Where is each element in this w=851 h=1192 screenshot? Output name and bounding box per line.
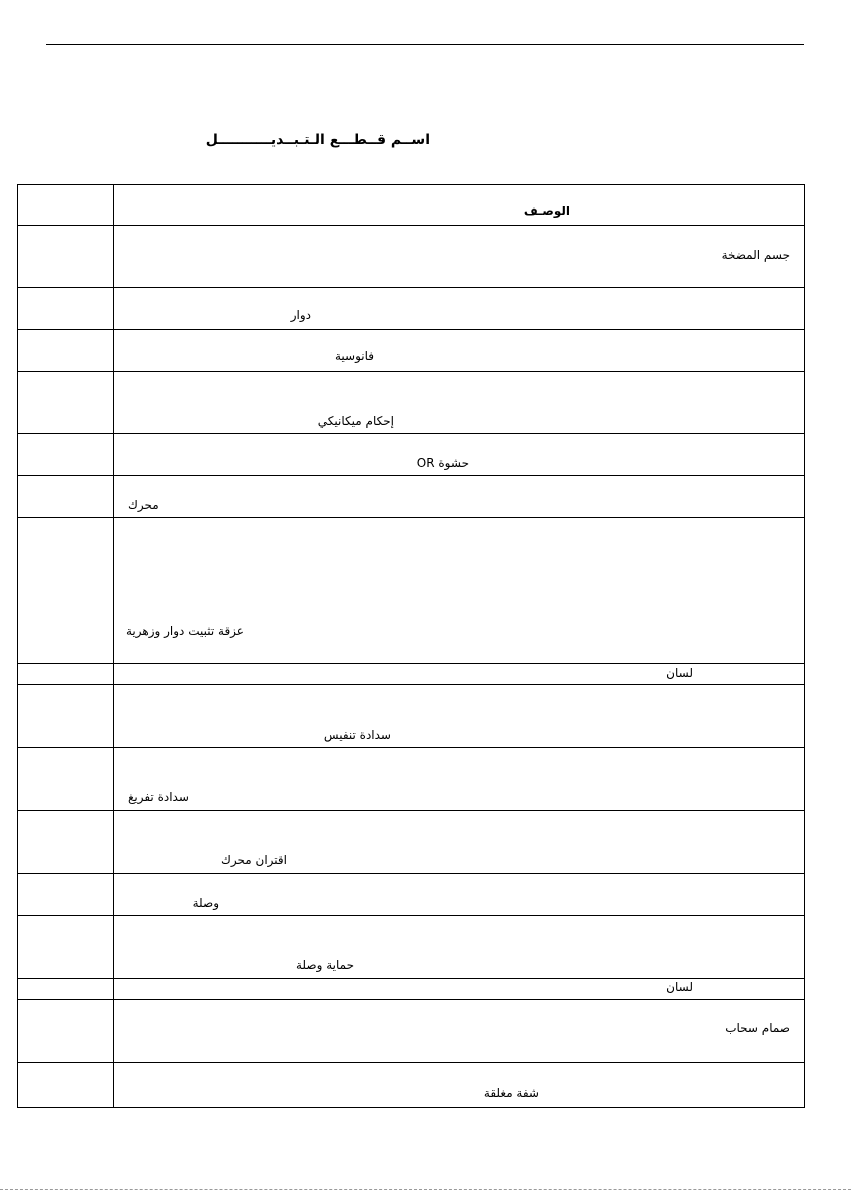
row-number-cell: [18, 874, 114, 916]
row-description: سدادة تفريغ: [128, 790, 189, 804]
row-description-cell: [114, 811, 805, 874]
row-number-cell: [18, 664, 114, 685]
table-row: [18, 811, 805, 874]
row-description-cell: [114, 664, 805, 685]
row-number-cell: [18, 226, 114, 288]
table-row: [18, 979, 805, 1000]
row-number-cell: [18, 434, 114, 476]
row-description: إحكام ميكانيكي: [317, 414, 394, 428]
row-description-cell: [114, 979, 805, 1000]
row-description: محرك: [128, 498, 159, 512]
table-row: [18, 288, 805, 330]
row-description-cell: [114, 226, 805, 288]
row-description: دوار: [290, 308, 311, 322]
row-description-cell: [114, 372, 805, 434]
table-row: [18, 664, 805, 685]
row-description: سدادة تنفيس: [323, 728, 391, 742]
row-number-cell: [18, 748, 114, 811]
row-description-cell: [114, 685, 805, 748]
table-row: [18, 874, 805, 916]
row-number-cell: [18, 811, 114, 874]
table-row: [18, 916, 805, 979]
row-description: لسان: [666, 980, 693, 994]
header-description-cell: [114, 185, 805, 226]
row-number-cell: [18, 916, 114, 979]
row-number-cell: [18, 372, 114, 434]
row-description-cell: [114, 748, 805, 811]
row-number-cell: [18, 476, 114, 518]
row-description-cell: [114, 330, 805, 372]
parts-table: [17, 184, 805, 1108]
row-number-cell: [18, 685, 114, 748]
row-number-cell: [18, 1000, 114, 1063]
row-description: وصلة: [192, 896, 219, 910]
table-row: [18, 434, 805, 476]
row-description: عزقة تثبيت دوار وزهرية: [126, 624, 244, 638]
table-row: [18, 518, 805, 664]
table-row: [18, 226, 805, 288]
row-description-cell: [114, 916, 805, 979]
row-description: لسان: [666, 666, 693, 680]
row-description: فانوسية: [334, 349, 374, 363]
row-number-cell: [18, 330, 114, 372]
page-bottom-divider: [0, 1189, 851, 1190]
row-description-cell: [114, 434, 805, 476]
header-number-cell: [18, 185, 114, 226]
row-number-cell: [18, 288, 114, 330]
row-description: صمام سحاب: [725, 1021, 790, 1035]
row-number-cell: [18, 1063, 114, 1108]
row-description-cell: [114, 288, 805, 330]
row-description: حشوة OR: [416, 456, 469, 470]
row-description: اقتران محرك: [221, 853, 287, 867]
row-number-cell: [18, 979, 114, 1000]
row-description: جسم المضخة: [721, 248, 790, 262]
row-description: شفة مغلقة: [483, 1086, 539, 1100]
row-description: حماية وصلة: [296, 958, 354, 972]
row-description-cell: [114, 1000, 805, 1063]
row-description-cell: [114, 1063, 805, 1108]
table-row: [18, 685, 805, 748]
table-row: [18, 748, 805, 811]
table-row: [18, 372, 805, 434]
top-rule: [46, 44, 804, 45]
table-row: [18, 1063, 805, 1108]
row-description-cell: [114, 518, 805, 664]
table-row: [18, 330, 805, 372]
row-description-cell: [114, 476, 805, 518]
table-header-row: [18, 185, 805, 226]
table-row: [18, 1000, 805, 1063]
page-title: اســم قــطـــع الـتـبــديـــــــــــل: [205, 132, 430, 148]
header-description-label: الوصـف: [523, 204, 570, 218]
row-description-cell: [114, 874, 805, 916]
row-number-cell: [18, 518, 114, 664]
table-row: [18, 476, 805, 518]
